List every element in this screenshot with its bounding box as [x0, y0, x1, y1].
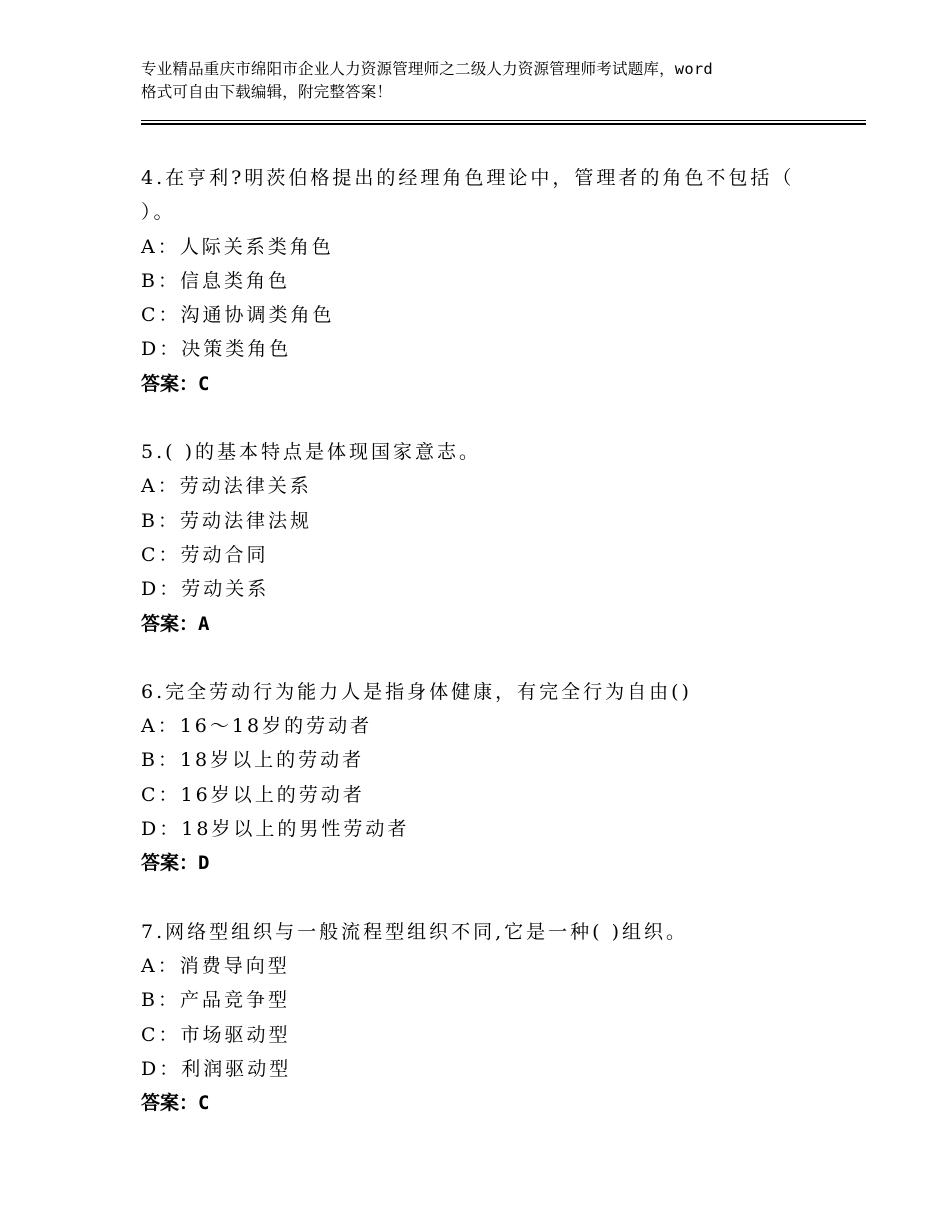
question-4 [141, 161, 841, 401]
header-divider-thin [141, 120, 866, 121]
answer: 答案：A [141, 612, 210, 635]
option-d: D：劳动关系 [141, 578, 270, 601]
option-a: A：消费导向型 [141, 954, 290, 977]
answer: 答案：C [141, 1092, 210, 1115]
question-6 [141, 675, 841, 881]
question-stem: 5.( )的基本特点是体现国家意志。 [141, 441, 481, 464]
option-c: C：沟通协调类角色 [141, 304, 335, 327]
option-c: C：劳动合同 [141, 543, 269, 566]
option-c: C：市场驱动型 [141, 1023, 291, 1046]
question-list [141, 161, 841, 1154]
option-b: B：18岁以上的劳动者 [141, 749, 365, 772]
question-7 [141, 915, 841, 1121]
header-line-2: 格式可自由下载编辑，附完整答案！ [141, 83, 393, 101]
option-b: B：产品竞争型 [141, 989, 290, 1012]
question-stem-continued: ）。 [141, 201, 176, 224]
question-5 [141, 435, 841, 641]
option-a: A：人际关系类角色 [141, 235, 334, 258]
answer: 答案：C [141, 372, 210, 395]
question-stem: 4.在亨利?明茨伯格提出的经理角色理论中，管理者的角色不包括（ [141, 167, 795, 189]
option-c: C：16岁以上的劳动者 [141, 783, 365, 806]
question-stem: 7.网络型组织与一般流程型组织不同,它是一种( )组织。 [141, 920, 689, 943]
header-divider-thick [141, 123, 866, 125]
option-a: A：16～18岁的劳动者 [141, 715, 373, 738]
question-stem: 6.完全劳动行为能力人是指身体健康，有完全行为自由() [141, 680, 692, 703]
option-d: D：利润驱动型 [141, 1057, 292, 1080]
answer: 答案：D [141, 852, 210, 875]
option-b: B：劳动法律法规 [141, 509, 312, 532]
option-b: B：信息类角色 [141, 269, 290, 292]
header-line-1: 专业精品重庆市绵阳市企业人力资源管理师之二级人力资源管理师考试题库，word [141, 60, 713, 78]
option-a: A：劳动法律关系 [141, 475, 312, 498]
option-d: D：决策类角色 [141, 338, 292, 361]
option-d: D：18岁以上的男性劳动者 [141, 818, 410, 841]
document-header [141, 58, 841, 104]
